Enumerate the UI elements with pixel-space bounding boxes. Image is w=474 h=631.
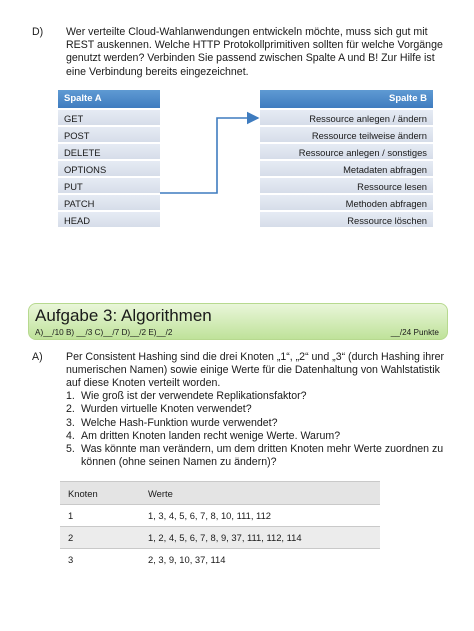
question-item <box>66 403 452 416</box>
question-item <box>66 443 452 470</box>
aufgabe-3-title: Aufgabe 3: Algorithmen <box>35 306 212 325</box>
table-cell-knoten: 1 <box>60 505 140 527</box>
aufgabe-3-points: __/24 Punkte <box>390 328 439 337</box>
section-a-label: A) <box>32 351 43 363</box>
table-cell-werte: 2, 3, 9, 10, 37, 114 <box>140 549 380 571</box>
column-a-item[interactable]: OPTIONS <box>58 159 160 176</box>
knoten-table <box>60 481 380 570</box>
question-number: 2. <box>66 403 75 416</box>
question-number: 3. <box>66 416 75 429</box>
column-b-item[interactable]: Ressource anlegen / sonstiges <box>260 142 433 159</box>
table-header-row <box>60 482 380 505</box>
table-cell-werte: 1, 2, 4, 5, 6, 7, 8, 9, 37, 111, 112, 114 <box>140 527 380 549</box>
column-b-item[interactable]: Metadaten abfragen <box>260 159 433 176</box>
column-b-item[interactable]: Ressource lesen <box>260 176 433 193</box>
aufgabe-3-subtitle: A)__/10 B) __/3 C)__/7 D)__/2 E)__/2 <box>35 328 173 337</box>
section-d-question: Wer verteilte Cloud-Wahlanwendungen entwickeln möchte, muss sich gut mit REST auskennen. Welche HTTP Protokollprimitiven sollten für welche Vorgänge genutzt werden? Verbinden Sie passend zwischen Spalte A und B! Zur Hilfe ist eine Verbindung bereits eingezeichnet. <box>66 26 443 78</box>
table-header-knoten: Knoten <box>60 482 140 505</box>
connection-arrow <box>160 118 258 193</box>
column-b-item[interactable]: Ressource teilweise ändern <box>260 125 433 142</box>
column-a-item[interactable]: DELETE <box>58 142 160 159</box>
table-cell-werte: 1, 3, 4, 5, 6, 7, 8, 10, 111, 112 <box>140 505 380 527</box>
column-a-item[interactable]: PATCH <box>58 193 160 210</box>
column-b-item[interactable]: Ressource löschen <box>260 210 433 227</box>
column-b-header: Spalte B <box>260 90 433 108</box>
aufgabe-3-banner <box>28 303 448 340</box>
table-row <box>60 549 380 571</box>
section-a-text: Per Consistent Hashing sind die drei Knoten „1“, „2“ und „3“ (durch Hashing ihrer numerischen Namen) sowie einige Werte für die Datenhaltung von Wahlstatistik auf diese Knoten verteilt worden. <box>66 351 445 390</box>
column-a-item[interactable]: GET <box>58 108 160 125</box>
question-item <box>66 390 452 403</box>
question-text: Wie groß ist der verwendete Replikationsfaktor? <box>81 390 307 402</box>
column-a-item[interactable]: PUT <box>58 176 160 193</box>
table-header-werte: Werte <box>140 482 380 505</box>
question-number: 5. <box>66 443 75 456</box>
question-number: 4. <box>66 429 75 442</box>
table-cell-knoten: 2 <box>60 527 140 549</box>
question-text: Welche Hash-Funktion wurde verwendet? <box>81 416 278 429</box>
column-a-item[interactable]: POST <box>58 125 160 142</box>
question-number: 1. <box>66 390 75 402</box>
question-text: Am dritten Knoten landen recht wenige Werte. Warum? <box>81 429 341 442</box>
table-row <box>60 527 380 549</box>
question-list <box>66 390 452 470</box>
question-item <box>66 430 452 443</box>
column-b-item[interactable]: Methoden abfragen <box>260 193 433 210</box>
column-a-item[interactable]: HEAD <box>58 210 160 227</box>
section-d-label: D) <box>32 26 44 38</box>
table-row <box>60 505 380 527</box>
question-text: Was könnte man verändern, um dem dritten Knoten mehr Werte zuordnen zu können (ohne seinen Namen zu ändern)? <box>81 443 444 469</box>
question-item <box>66 417 452 430</box>
column-b-item[interactable]: Ressource anlegen / ändern <box>260 108 433 125</box>
table-cell-knoten: 3 <box>60 549 140 571</box>
column-a-header: Spalte A <box>58 90 160 108</box>
question-text: Wurden virtuelle Knoten verwendet? <box>81 403 252 416</box>
